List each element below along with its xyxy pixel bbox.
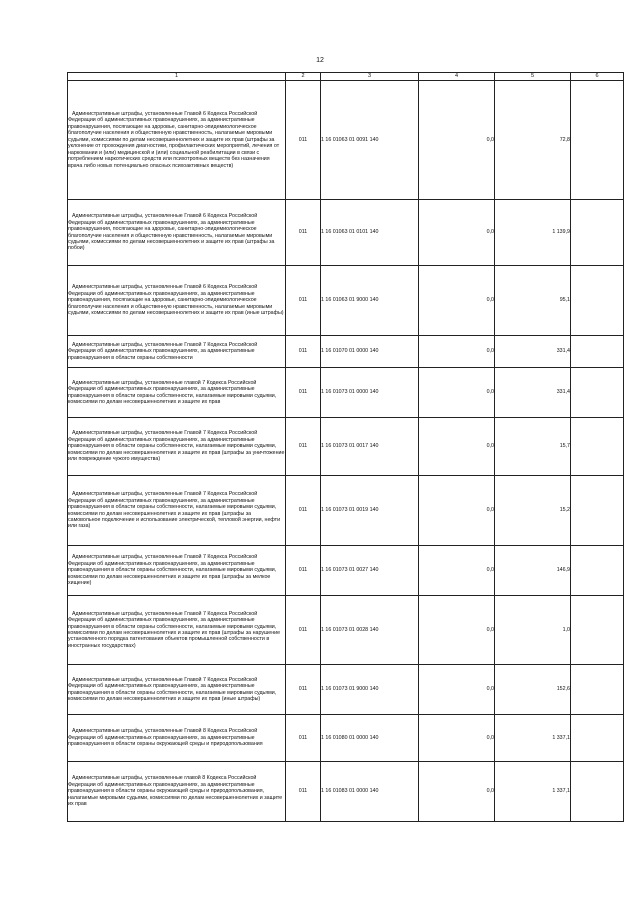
- table-row: [68, 762, 624, 822]
- row-kbk-code: 1 16 01073 01 0027 140: [321, 546, 419, 596]
- row-col4-value: 0,0: [419, 336, 495, 368]
- row-description: Административные штрафы, установленные главой 8 Кодекса Российской Федерации об административных правонарушениях, за административные правонарушения в области охраны окружающей среды и природопользования, налагаемые мировыми судьями, комиссиями по делам несовершеннолетних и защите их прав: [68, 762, 286, 822]
- row-description: Административные штрафы, установленные Главой 6 Кодекса Российской Федерации об административных правонарушениях, за административные правонарушения, посягающие на здоровье, санитарно-эпидемиологическое благополучие населения и общественную нравственность, налагаемые мировыми судьями, комиссиями по делам несовершеннолетних и защите их прав (штрафы за уклонение от прохождения диагностики, профилактических мероприятий, лечения от наркомании и (или) медицинской и (или) социальной реабилитации в связи с потреблением наркотических средств или психотропных веществ без назначения врача либо новых потенциально опасных психоактивных веществ): [68, 81, 286, 200]
- row-kbk-code: 1 16 01063 01 9000 140: [321, 266, 419, 336]
- row-kbk-code: 1 16 01073 01 0019 140: [321, 476, 419, 546]
- row-admin-code: 011: [286, 665, 321, 715]
- row-description: Административные штрафы, установленные Главой 7 Кодекса Российской Федерации об административных правонарушениях, за административные правонарушения в области охраны собственности, налагаемые мировыми судьями, комиссиями по делам несовершеннолетних и защите их прав (иные штрафы): [68, 665, 286, 715]
- row-col4-value: 0,0: [419, 418, 495, 476]
- row-col5-value: 95,1: [495, 266, 571, 336]
- table-row: [68, 476, 624, 546]
- page-number: 12: [316, 57, 324, 64]
- table-row: [68, 546, 624, 596]
- row-col6-value: [571, 368, 624, 418]
- row-col5-value: 152,6: [495, 665, 571, 715]
- row-description: Административные штрафы, установленные Главой 7 Кодекса Российской Федерации об административных правонарушениях, за административные правонарушения в области охраны собственности, налагаемые мировыми судьями, комиссиями по делам несовершеннолетних и защите их прав (штрафы за нарушение установленного порядка патентования объектов промышленной собственности в иностранных государствах): [68, 596, 286, 665]
- row-description: Административные штрафы, установленные Главой 6 Кодекса Российской Федерации об административных правонарушениях, за административные правонарушения, посягающие на здоровье, санитарно-эпидемиологическое благополучие населения и общественную нравственность, налагаемые мировыми судьями, комиссиями по делам несовершеннолетних и защите их прав (штрафы за побои): [68, 200, 286, 266]
- table-row: [68, 81, 624, 200]
- row-admin-code: 011: [286, 266, 321, 336]
- row-col6-value: [571, 762, 624, 822]
- row-description: Административные штрафы, установленные Главой 7 Кодекса Российской Федерации об административных правонарушениях, за административные правонарушения в области охраны собственности, налагаемые мировыми судьями, комиссиями по делам несовершеннолетних и защите их прав (штрафы за уничтожение или повреждение чужого имущества): [68, 418, 286, 476]
- row-description: Административные штрафы, установленные Главой 7 Кодекса Российской Федерации об административных правонарушениях, за административные правонарушения в области охраны собственности: [68, 336, 286, 368]
- row-col5-value: 146,9: [495, 546, 571, 596]
- table-row: [68, 665, 624, 715]
- column-header: 3: [321, 73, 419, 81]
- column-header: 5: [495, 73, 571, 81]
- row-admin-code: 011: [286, 200, 321, 266]
- row-kbk-code: 1 16 01083 01 0000 140: [321, 762, 419, 822]
- row-kbk-code: 1 16 01063 01 0091 140: [321, 81, 419, 200]
- row-kbk-code: 1 16 01073 01 0000 140: [321, 368, 419, 418]
- table-row: [68, 596, 624, 665]
- row-col4-value: 0,0: [419, 596, 495, 665]
- row-col5-value: 1 337,1: [495, 715, 571, 762]
- row-col6-value: [571, 476, 624, 546]
- row-kbk-code: 1 16 01070 01 0000 140: [321, 336, 419, 368]
- column-header: 1: [68, 73, 286, 81]
- column-header: 2: [286, 73, 321, 81]
- row-col6-value: [571, 596, 624, 665]
- row-col5-value: 72,8: [495, 81, 571, 200]
- row-col4-value: 0,0: [419, 200, 495, 266]
- column-header: 4: [419, 73, 495, 81]
- table-row: [68, 715, 624, 762]
- row-col5-value: 331,4: [495, 368, 571, 418]
- row-col4-value: 0,0: [419, 546, 495, 596]
- row-description: Административные штрафы, установленные главой 7 Кодекса Российской Федерации об административных правонарушениях, за административные правонарушения в области охраны собственности, налагаемые мировыми судьями, комиссиями по делам несовершеннолетних и защите их прав: [68, 368, 286, 418]
- row-kbk-code: 1 16 01080 01 0000 140: [321, 715, 419, 762]
- table-row: [68, 266, 624, 336]
- row-col4-value: 0,0: [419, 81, 495, 200]
- table-row: [68, 368, 624, 418]
- row-col6-value: [571, 266, 624, 336]
- row-admin-code: 011: [286, 762, 321, 822]
- row-admin-code: 011: [286, 368, 321, 418]
- row-kbk-code: 1 16 01073 01 9000 140: [321, 665, 419, 715]
- row-col6-value: [571, 665, 624, 715]
- table-row: [68, 418, 624, 476]
- row-kbk-code: 1 16 01063 01 0101 140: [321, 200, 419, 266]
- row-col4-value: 0,0: [419, 762, 495, 822]
- row-col6-value: [571, 418, 624, 476]
- column-header: 6: [571, 73, 624, 81]
- row-col4-value: 0,0: [419, 266, 495, 336]
- row-admin-code: 011: [286, 596, 321, 665]
- row-description: Административные штрафы, установленные Главой 7 Кодекса Российской Федерации об административных правонарушениях, за административные правонарушения в области охраны собственности, налагаемые мировыми судьями, комиссиями по делам несовершеннолетних и защите их прав (штрафы за мелкое хищение): [68, 546, 286, 596]
- row-admin-code: 011: [286, 418, 321, 476]
- row-admin-code: 011: [286, 546, 321, 596]
- row-col6-value: [571, 200, 624, 266]
- table-row: [68, 336, 624, 368]
- table-header-row: [68, 73, 624, 81]
- row-admin-code: 011: [286, 81, 321, 200]
- row-kbk-code: 1 16 01073 01 0017 140: [321, 418, 419, 476]
- row-col4-value: 0,0: [419, 476, 495, 546]
- row-col6-value: [571, 81, 624, 200]
- row-admin-code: 011: [286, 715, 321, 762]
- row-admin-code: 011: [286, 336, 321, 368]
- row-col5-value: 1 337,1: [495, 762, 571, 822]
- row-col5-value: 1 139,9: [495, 200, 571, 266]
- row-col6-value: [571, 336, 624, 368]
- row-col5-value: 331,4: [495, 336, 571, 368]
- row-description: Административные штрафы, установленные Главой 8 Кодекса Российской Федерации об административных правонарушениях, за административные правонарушения в области охраны окружающей среды и природопользования: [68, 715, 286, 762]
- row-col5-value: 1,0: [495, 596, 571, 665]
- row-kbk-code: 1 16 01073 01 0028 140: [321, 596, 419, 665]
- table-row: [68, 200, 624, 266]
- row-col5-value: 15,2: [495, 476, 571, 546]
- row-col4-value: 0,0: [419, 715, 495, 762]
- row-col4-value: 0,0: [419, 665, 495, 715]
- revenue-table: [67, 72, 624, 822]
- row-admin-code: 011: [286, 476, 321, 546]
- row-col6-value: [571, 715, 624, 762]
- row-description: Административные штрафы, установленные Главой 6 Кодекса Российской Федерации об административных правонарушениях, за административные правонарушения, посягающие на здоровье, санитарно-эпидемиологическое благополучие населения и общественную нравственность, налагаемые мировыми судьями, комиссиями по делам несовершеннолетних и защите их прав (иные штрафы): [68, 266, 286, 336]
- row-col4-value: 0,0: [419, 368, 495, 418]
- row-col6-value: [571, 546, 624, 596]
- row-col5-value: 15,7: [495, 418, 571, 476]
- row-description: Административные штрафы, установленные Главой 7 Кодекса Российской Федерации об административных правонарушениях, за административные правонарушения в области охраны собственности, налагаемые мировыми судьями, комиссиями по делам несовершеннолетних и защите их прав (штрафы за самовольное подключение и использование электрической, тепловой энергии, нефти или газа): [68, 476, 286, 546]
